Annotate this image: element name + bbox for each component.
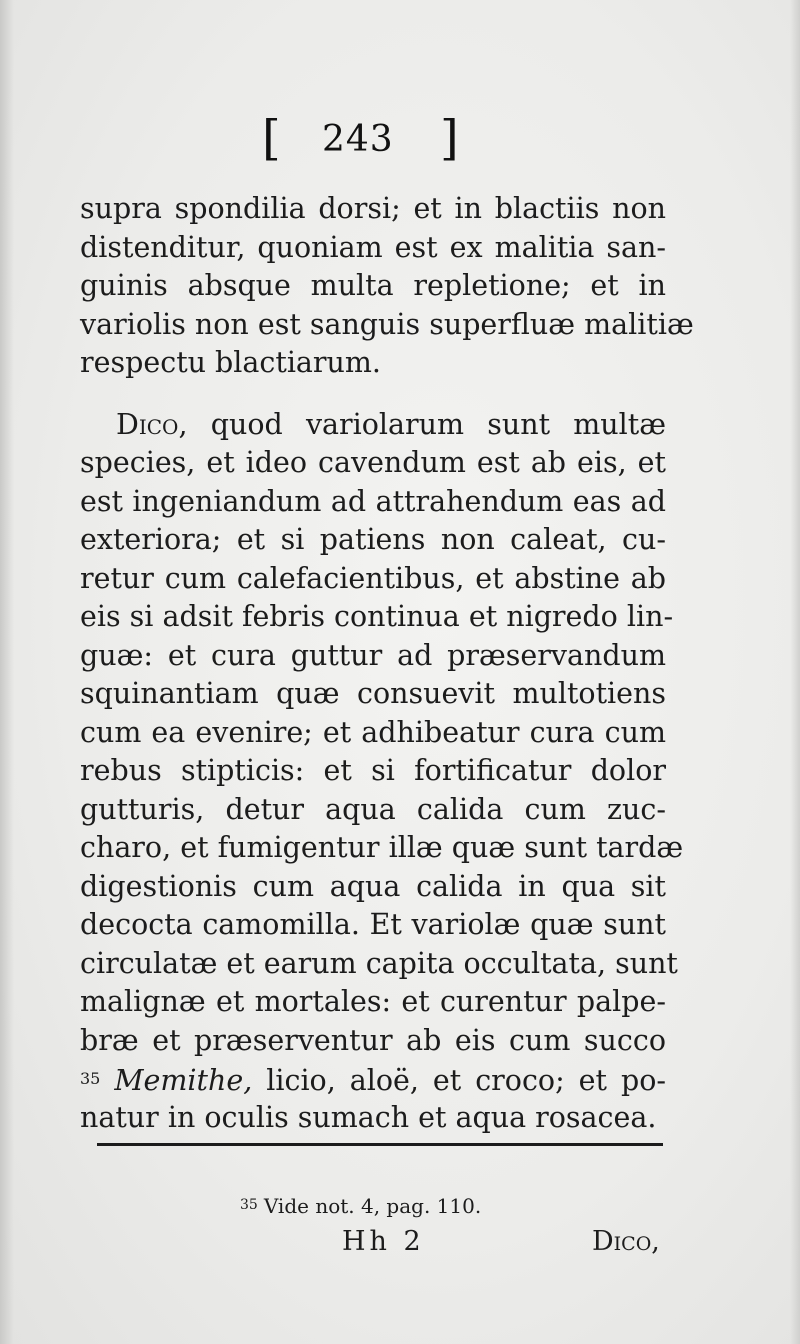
text-line: guæ: et cura guttur ad præservandum (80, 638, 666, 672)
text-line: decocta camomilla. Et variolæ quæ sunt (80, 908, 666, 941)
paragraph (80, 406, 684, 1138)
text-line: retur cum calefacientibus, et abstine ab (80, 561, 666, 595)
text-line: respectu blactiarum. (80, 346, 381, 379)
text-line (80, 406, 666, 445)
text-line: squinantiam quæ consuevit multotiens (80, 677, 666, 710)
footnote-divider (97, 1143, 663, 1146)
first-line-rest: quod variolarum sunt multæ (210, 407, 666, 441)
text-line: distenditur, quoniam est ex malitia san- (80, 230, 666, 264)
line-rest: licio, aloë, et croco; et po- (266, 1064, 666, 1097)
paragraph-gap (80, 383, 666, 406)
text-line: guinis absque multa repletione; et in (80, 269, 666, 302)
footnote-reference: 35 (80, 1069, 101, 1088)
text-line: malignæ et mortales: et curentur palpe- (80, 985, 666, 1018)
italic-term: Memithe, (114, 1064, 253, 1097)
footnote-number: 35 (240, 1197, 258, 1213)
page-edge-shadow (0, 0, 14, 1344)
text-line: supra spondilia dorsi; et in blactiis non (80, 192, 666, 225)
text-line: species, et ideo cavendum est ab eis, et (80, 446, 666, 479)
catchword: Dico, (592, 1226, 660, 1257)
text-line: natur in oculis sumach et aqua rosacea. (80, 1100, 657, 1134)
signature-mark: Hh 2 (342, 1226, 425, 1257)
footnote-text: Vide not. 4, pag. 110. (263, 1194, 482, 1218)
footnote (240, 1190, 481, 1221)
text-line: variolis non est sanguis superfluæ malitiæ (80, 307, 694, 341)
text-line: eis si adsit febris continua et nigredo lin- (80, 600, 674, 633)
body-text (80, 190, 694, 1137)
text-line: gutturis, detur aqua calida cum zuc- (80, 792, 666, 826)
text-line (80, 1060, 666, 1099)
page-header (262, 108, 462, 168)
text-line: charo, et fumigentur illæ quæ sunt tardæ (80, 831, 684, 864)
text-line: cum ea evenire; et adhibeatur cura cum (80, 715, 666, 749)
bracket-open: [ (262, 110, 281, 166)
text-line: bræ et præserventur ab eis cum succo (80, 1023, 666, 1057)
text-line: circulatæ et earum capita occultata, sunt (80, 946, 678, 980)
lead-word: Dico, (116, 407, 188, 441)
paragraph (80, 190, 694, 383)
text-line: digestionis cum aqua calida in qua sit (80, 869, 666, 903)
page-edge-shadow (790, 0, 800, 1344)
bracket-close: ] (440, 110, 459, 166)
page-number: 243 (322, 119, 394, 160)
text-line: est ingeniandum ad attrahendum eas ad (80, 484, 666, 518)
text-line: rebus stipticis: et si fortificatur dolor (80, 754, 666, 787)
text-line: exteriora; et si patiens non caleat, cu- (80, 523, 666, 556)
